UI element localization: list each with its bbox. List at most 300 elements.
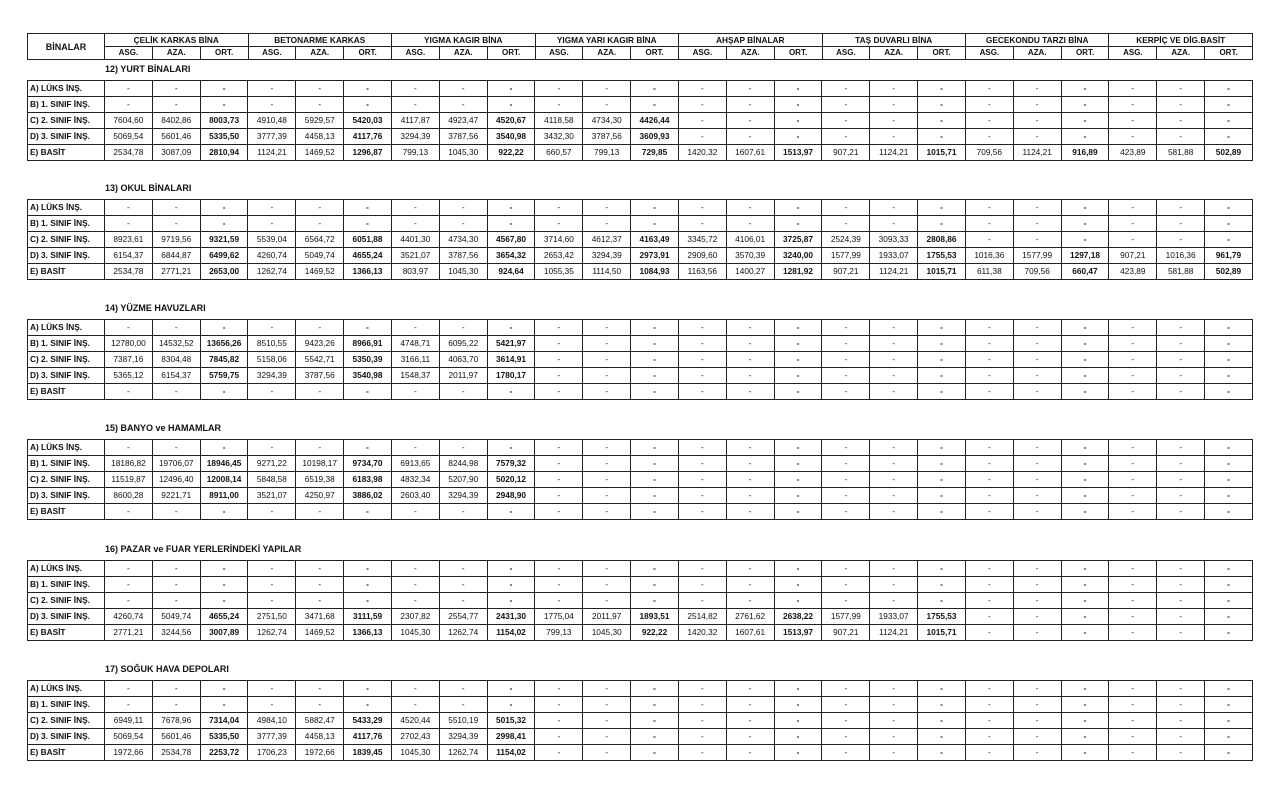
table-cell: - xyxy=(678,384,726,400)
table-cell: 4655,24 xyxy=(200,609,248,625)
table-cell: 3540,98 xyxy=(344,368,392,384)
table-cell: 922,22 xyxy=(487,145,535,161)
table-cell: - xyxy=(965,561,1013,577)
row-label: E) BASİT xyxy=(28,145,105,161)
table-cell: - xyxy=(1109,609,1157,625)
table-cell: - xyxy=(726,504,774,520)
table-cell: - xyxy=(248,561,296,577)
table-cell: 10198,17 xyxy=(296,456,344,472)
table-cell: - xyxy=(822,681,870,697)
header-subcolumn: ORT. xyxy=(774,47,822,60)
section-table xyxy=(27,80,1253,161)
header-subcolumn: AZA. xyxy=(296,47,344,60)
table-cell: 2771,21 xyxy=(105,625,153,641)
table-cell: 12496,40 xyxy=(152,472,200,488)
table-cell: - xyxy=(774,336,822,352)
table-cell: - xyxy=(583,81,631,97)
table-cell: - xyxy=(1205,593,1253,609)
table-cell: - xyxy=(1013,216,1061,232)
table-cell: - xyxy=(583,729,631,745)
table-cell: - xyxy=(965,352,1013,368)
table-cell: 4520,67 xyxy=(487,113,535,129)
table-cell: 8600,28 xyxy=(105,488,153,504)
table-cell: - xyxy=(822,697,870,713)
table-cell: - xyxy=(583,456,631,472)
table-cell: - xyxy=(1205,472,1253,488)
table-cell: - xyxy=(678,113,726,129)
table-cell: - xyxy=(535,504,583,520)
table-cell: 4401,30 xyxy=(391,232,439,248)
section-table xyxy=(27,199,1253,280)
table-cell: - xyxy=(678,729,726,745)
table-cell: - xyxy=(1013,697,1061,713)
table-cell: - xyxy=(1157,320,1205,336)
table-cell: - xyxy=(726,456,774,472)
table-cell: - xyxy=(105,561,153,577)
table-cell: - xyxy=(870,593,918,609)
table-cell: 18186,82 xyxy=(105,456,153,472)
table-cell: - xyxy=(631,577,679,593)
table-cell: - xyxy=(487,320,535,336)
table-cell: - xyxy=(535,472,583,488)
table-cell: - xyxy=(965,81,1013,97)
table-cell: - xyxy=(1013,472,1061,488)
table-cell: 916,89 xyxy=(1061,145,1109,161)
table-cell: - xyxy=(1109,561,1157,577)
table-cell: - xyxy=(918,697,966,713)
table-cell: - xyxy=(1205,81,1253,97)
table-cell: - xyxy=(678,200,726,216)
table-cell: - xyxy=(631,488,679,504)
table-cell: - xyxy=(1013,729,1061,745)
table-cell: 1297,18 xyxy=(1061,248,1109,264)
table-cell: 19706,07 xyxy=(152,456,200,472)
table-cell: 6154,37 xyxy=(105,248,153,264)
table-cell: - xyxy=(678,488,726,504)
table-cell: - xyxy=(583,336,631,352)
header-binalar: BİNALAR xyxy=(28,34,105,60)
table-cell: 907,21 xyxy=(822,145,870,161)
table-cell: - xyxy=(726,384,774,400)
header-group: TAŞ DUVARLI BİNA xyxy=(822,34,965,47)
table-row xyxy=(28,384,1253,400)
table-cell: 9271,22 xyxy=(248,456,296,472)
table-cell: - xyxy=(726,488,774,504)
table-cell: - xyxy=(583,440,631,456)
table-cell: 922,22 xyxy=(631,625,679,641)
row-label: E) BASİT xyxy=(28,745,105,761)
table-cell: - xyxy=(1205,352,1253,368)
table-cell: - xyxy=(1109,504,1157,520)
table-cell: 3570,39 xyxy=(726,248,774,264)
table-cell: 8003,73 xyxy=(200,113,248,129)
table-cell: - xyxy=(918,681,966,697)
table-cell: 1015,71 xyxy=(918,264,966,280)
table-cell: 1124,21 xyxy=(870,145,918,161)
table-cell: - xyxy=(1157,609,1205,625)
row-label: D) 3. SINIF İNŞ. xyxy=(28,368,105,384)
table-cell: - xyxy=(439,561,487,577)
table-cell: - xyxy=(1205,97,1253,113)
table-cell: - xyxy=(726,440,774,456)
row-label: C) 2. SINIF İNŞ. xyxy=(28,593,105,609)
row-label: D) 3. SINIF İNŞ. xyxy=(28,488,105,504)
table-cell: - xyxy=(535,368,583,384)
table-cell: 1548,37 xyxy=(391,368,439,384)
table-cell: - xyxy=(487,384,535,400)
table-cell: - xyxy=(583,368,631,384)
table-cell: - xyxy=(1157,440,1205,456)
table-cell: - xyxy=(439,384,487,400)
table-cell: - xyxy=(870,697,918,713)
table-cell: - xyxy=(535,593,583,609)
table-cell: - xyxy=(583,97,631,113)
table-cell: - xyxy=(631,81,679,97)
table-cell: - xyxy=(1061,456,1109,472)
table-cell: 5759,75 xyxy=(200,368,248,384)
table-cell: - xyxy=(774,729,822,745)
table-cell: - xyxy=(1109,81,1157,97)
table-cell: - xyxy=(774,81,822,97)
table-cell: - xyxy=(1109,440,1157,456)
table-cell: - xyxy=(105,593,153,609)
table-row xyxy=(28,145,1253,161)
table-cell: - xyxy=(391,504,439,520)
table-cell: - xyxy=(965,681,1013,697)
section-title: 12) YURT BİNALARI xyxy=(105,64,191,74)
table-cell: 5601,46 xyxy=(152,729,200,745)
row-label: C) 2. SINIF İNŞ. xyxy=(28,113,105,129)
header-subcolumn: ORT. xyxy=(631,47,679,60)
table-cell: 9221,71 xyxy=(152,488,200,504)
table-cell: 6844,87 xyxy=(152,248,200,264)
table-cell: - xyxy=(678,504,726,520)
table-cell: - xyxy=(1061,232,1109,248)
table-cell: - xyxy=(1061,384,1109,400)
table-cell: - xyxy=(152,577,200,593)
table-cell: - xyxy=(248,320,296,336)
table-cell: - xyxy=(535,488,583,504)
table-cell: - xyxy=(678,472,726,488)
row-label: B) 1. SINIF İNŞ. xyxy=(28,97,105,113)
table-cell: - xyxy=(344,504,392,520)
table-cell: 2761,62 xyxy=(726,609,774,625)
table-cell: - xyxy=(535,352,583,368)
table-cell: - xyxy=(631,472,679,488)
table-cell: - xyxy=(631,440,679,456)
table-cell: - xyxy=(105,440,153,456)
table-cell: - xyxy=(822,561,870,577)
table-cell: - xyxy=(774,472,822,488)
table-cell: 5601,46 xyxy=(152,129,200,145)
table-cell: 3294,39 xyxy=(391,129,439,145)
table-cell: 1124,21 xyxy=(1013,145,1061,161)
table-cell: - xyxy=(965,113,1013,129)
section-title: 16) PAZAR ve FUAR YERLERİNDEKİ YAPILAR xyxy=(105,544,302,554)
table-cell: 1972,66 xyxy=(296,745,344,761)
table-cell: - xyxy=(1157,368,1205,384)
table-cell: - xyxy=(1157,729,1205,745)
table-cell: - xyxy=(344,97,392,113)
table-cell: - xyxy=(344,577,392,593)
table-cell: - xyxy=(296,681,344,697)
table-cell: - xyxy=(152,561,200,577)
table-cell: 2514,82 xyxy=(678,609,726,625)
row-label: C) 2. SINIF İNŞ. xyxy=(28,472,105,488)
table-cell: 4910,48 xyxy=(248,113,296,129)
table-cell: - xyxy=(678,561,726,577)
table-cell: - xyxy=(1061,336,1109,352)
table-cell: - xyxy=(1061,593,1109,609)
table-cell: 2702,43 xyxy=(391,729,439,745)
table-cell: 1893,51 xyxy=(631,609,679,625)
table-cell: - xyxy=(1157,352,1205,368)
table-cell: - xyxy=(965,216,1013,232)
table-cell: - xyxy=(1157,625,1205,641)
table-row xyxy=(28,609,1253,625)
table-cell: - xyxy=(1061,352,1109,368)
table-cell: - xyxy=(774,216,822,232)
table-cell: - xyxy=(1013,609,1061,625)
table-cell: 1114,50 xyxy=(583,264,631,280)
table-cell: - xyxy=(1013,713,1061,729)
table-cell: - xyxy=(918,577,966,593)
table-cell: - xyxy=(105,681,153,697)
table-cell: 5020,12 xyxy=(487,472,535,488)
table-cell: - xyxy=(583,561,631,577)
table-cell: - xyxy=(822,745,870,761)
table-cell: - xyxy=(152,81,200,97)
table-cell: 4567,80 xyxy=(487,232,535,248)
table-cell: - xyxy=(918,472,966,488)
table-cell: 2011,97 xyxy=(439,368,487,384)
table-cell: 2751,50 xyxy=(248,609,296,625)
table-cell: - xyxy=(296,577,344,593)
table-cell: 1933,07 xyxy=(870,609,918,625)
header-group: YIGMA YARI KAGIR BİNA xyxy=(535,34,678,47)
table-cell: 799,13 xyxy=(583,145,631,161)
table-cell: 5542,71 xyxy=(296,352,344,368)
table-cell: - xyxy=(152,593,200,609)
table-cell: - xyxy=(678,577,726,593)
section-table xyxy=(27,560,1253,641)
table-cell: 1469,52 xyxy=(296,264,344,280)
table-cell: - xyxy=(105,97,153,113)
table-cell: - xyxy=(105,81,153,97)
table-cell: - xyxy=(870,113,918,129)
section-table xyxy=(27,319,1253,400)
table-cell: 2534,78 xyxy=(105,264,153,280)
table-cell: - xyxy=(1157,561,1205,577)
table-cell: 6183,98 xyxy=(344,472,392,488)
table-cell: - xyxy=(487,216,535,232)
table-cell: - xyxy=(726,472,774,488)
table-cell: - xyxy=(726,561,774,577)
table-cell: - xyxy=(822,81,870,97)
table-cell: 9423,26 xyxy=(296,336,344,352)
table-cell: - xyxy=(391,384,439,400)
table-cell: 1420,32 xyxy=(678,625,726,641)
table-cell: 4612,37 xyxy=(583,232,631,248)
table-cell: 4117,76 xyxy=(344,129,392,145)
table-cell: - xyxy=(774,488,822,504)
table-cell: - xyxy=(200,81,248,97)
table-cell: - xyxy=(1157,504,1205,520)
table-cell: - xyxy=(1157,129,1205,145)
table-cell: - xyxy=(726,729,774,745)
table-cell: - xyxy=(1109,336,1157,352)
table-cell: - xyxy=(1013,81,1061,97)
table-cell: - xyxy=(870,97,918,113)
header-subcolumn: ORT. xyxy=(1061,47,1109,60)
table-cell: - xyxy=(822,200,870,216)
table-cell: - xyxy=(1205,456,1253,472)
table-cell: - xyxy=(344,81,392,97)
table-cell: - xyxy=(1061,368,1109,384)
table-cell: - xyxy=(583,200,631,216)
table-cell: 502,89 xyxy=(1205,264,1253,280)
table-cell: 1124,21 xyxy=(870,264,918,280)
table-cell: - xyxy=(1109,745,1157,761)
table-cell: 1045,30 xyxy=(391,745,439,761)
table-cell: 3432,30 xyxy=(535,129,583,145)
table-cell: - xyxy=(535,216,583,232)
table-cell: 8923,61 xyxy=(105,232,153,248)
table-row xyxy=(28,129,1253,145)
table-cell: 1262,74 xyxy=(439,745,487,761)
table-cell: - xyxy=(200,561,248,577)
table-cell: - xyxy=(822,97,870,113)
table-cell: - xyxy=(678,81,726,97)
table-cell: - xyxy=(726,113,774,129)
table-cell: 2653,00 xyxy=(200,264,248,280)
table-cell: - xyxy=(965,697,1013,713)
table-cell: - xyxy=(296,384,344,400)
table-cell: - xyxy=(1109,697,1157,713)
table-cell: - xyxy=(1157,697,1205,713)
table-cell: - xyxy=(965,625,1013,641)
table-cell: - xyxy=(248,681,296,697)
header-subcolumn: ASG. xyxy=(965,47,1013,60)
table-cell: 5882,47 xyxy=(296,713,344,729)
table-cell: 6564,72 xyxy=(296,232,344,248)
table-cell: - xyxy=(678,216,726,232)
table-cell: - xyxy=(1109,368,1157,384)
header-group: GECEKONDU TARZI BİNA xyxy=(965,34,1108,47)
table-cell: 1469,52 xyxy=(296,625,344,641)
table-cell: 4250,97 xyxy=(296,488,344,504)
table-cell: - xyxy=(535,440,583,456)
table-cell: - xyxy=(1205,336,1253,352)
table-cell: - xyxy=(535,336,583,352)
row-label: A) LÜKS İNŞ. xyxy=(28,81,105,97)
table-cell: 4923,47 xyxy=(439,113,487,129)
table-cell: 5848,58 xyxy=(248,472,296,488)
table-cell: 6095,22 xyxy=(439,336,487,352)
table-cell: - xyxy=(105,384,153,400)
table-cell: 5049,74 xyxy=(152,609,200,625)
table-cell: - xyxy=(1205,697,1253,713)
table-cell: - xyxy=(631,561,679,577)
table-cell: - xyxy=(248,97,296,113)
table-cell: - xyxy=(439,440,487,456)
table-cell: - xyxy=(200,577,248,593)
row-label: C) 2. SINIF İNŞ. xyxy=(28,232,105,248)
table-cell: 1706,23 xyxy=(248,745,296,761)
table-cell: - xyxy=(152,320,200,336)
header-subcolumn: AZA. xyxy=(870,47,918,60)
table-cell: 3166,11 xyxy=(391,352,439,368)
table-cell: - xyxy=(1205,368,1253,384)
table-cell: - xyxy=(200,593,248,609)
table-cell: 3294,39 xyxy=(439,729,487,745)
table-cell: 1577,99 xyxy=(822,248,870,264)
table-cell: - xyxy=(1109,488,1157,504)
table-cell: 3294,39 xyxy=(439,488,487,504)
table-cell: 3714,60 xyxy=(535,232,583,248)
table-cell: - xyxy=(822,113,870,129)
table-cell: - xyxy=(678,593,726,609)
table-cell: 6949,11 xyxy=(105,713,153,729)
row-label: D) 3. SINIF İNŞ. xyxy=(28,129,105,145)
table-cell: - xyxy=(965,456,1013,472)
table-cell: - xyxy=(870,320,918,336)
table-cell: - xyxy=(870,352,918,368)
row-label: E) BASİT xyxy=(28,625,105,641)
table-cell: - xyxy=(870,129,918,145)
table-cell: - xyxy=(200,200,248,216)
table-cell: - xyxy=(631,456,679,472)
table-cell: 1839,45 xyxy=(344,745,392,761)
table-cell: 3111,59 xyxy=(344,609,392,625)
table-cell: - xyxy=(1013,625,1061,641)
table-cell: - xyxy=(1109,352,1157,368)
table-cell: 2998,41 xyxy=(487,729,535,745)
table-cell: 3521,07 xyxy=(391,248,439,264)
header-subcolumn: AZA. xyxy=(726,47,774,60)
header-subcolumn: AZA. xyxy=(1013,47,1061,60)
table-cell: - xyxy=(1061,129,1109,145)
header-subcolumn: ASG. xyxy=(822,47,870,60)
table-cell: 4426,44 xyxy=(631,113,679,129)
table-cell: 2771,21 xyxy=(152,264,200,280)
table-cell: - xyxy=(822,456,870,472)
table-cell: 1755,53 xyxy=(918,609,966,625)
table-cell: 1513,97 xyxy=(774,625,822,641)
table-row xyxy=(28,713,1253,729)
table-cell: 3087,09 xyxy=(152,145,200,161)
table-cell: - xyxy=(1109,577,1157,593)
table-cell: - xyxy=(678,681,726,697)
table-cell: - xyxy=(870,456,918,472)
table-cell: 4163,49 xyxy=(631,232,679,248)
table-cell: 3777,39 xyxy=(248,129,296,145)
table-row xyxy=(28,264,1253,280)
table-cell: - xyxy=(583,577,631,593)
table-cell: 3654,32 xyxy=(487,248,535,264)
table-cell: - xyxy=(1157,456,1205,472)
row-label: A) LÜKS İNŞ. xyxy=(28,681,105,697)
table-cell: - xyxy=(439,697,487,713)
table-cell: - xyxy=(678,440,726,456)
table-cell: - xyxy=(105,216,153,232)
table-cell: - xyxy=(583,472,631,488)
table-cell: - xyxy=(965,577,1013,593)
table-cell: 2638,22 xyxy=(774,609,822,625)
table-row xyxy=(28,97,1253,113)
table-cell: - xyxy=(965,609,1013,625)
table-cell: 4117,76 xyxy=(344,729,392,745)
